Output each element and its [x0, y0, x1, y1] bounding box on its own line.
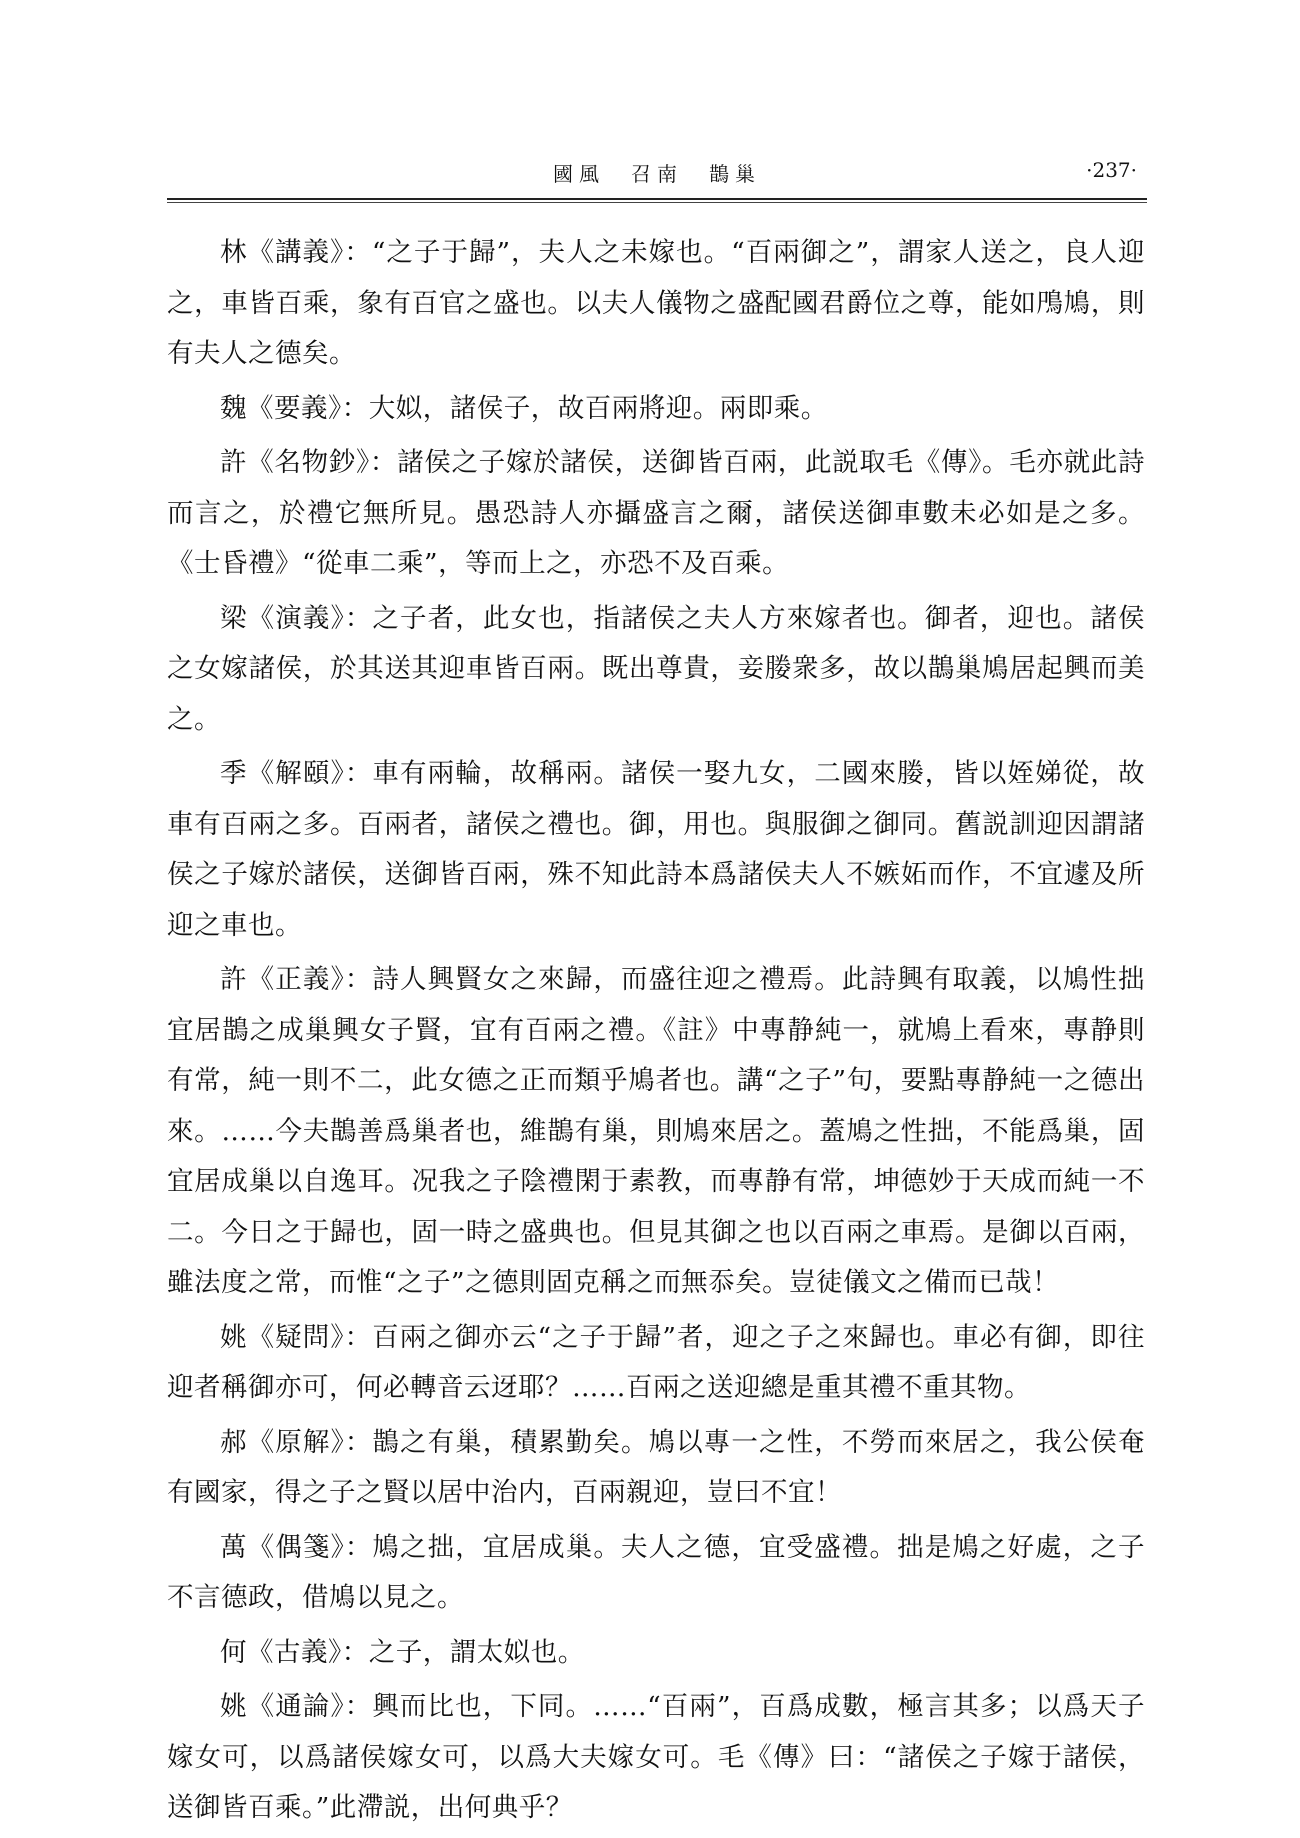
paragraph-xu-mingwuchao: 許《名物鈔》：諸侯之子嫁於諸侯，送御皆百兩，此説取毛《傳》。毛亦就此詩而言之，於禮它無所見。愚恐詩人亦攝盛言之爾，諸侯送御車數未必如是之多。《士昏禮》“從車二乘”，等而上之，亦恐不及百乘。 — [167, 447, 1145, 579]
header-rule-thin — [167, 202, 1147, 203]
paragraph-hao-yuanjie: 郝《原解》：鵲之有巢，積累勤矣。鳩以專一之性，不勞而來居之，我公侯奄有國家，得之子之賢以居中治内，百兩親迎，豈曰不宜！ — [167, 1426, 1145, 1508]
header-rule — [167, 198, 1147, 200]
paragraph-xu-zhengyi: 許《正義》：詩人興賢女之來歸，而盛往迎之禮焉。此詩興有取義，以鳩性拙宜居鵲之成巢興女子賢，宜有百兩之禮。《註》中專静純一，就鳩上看來，專静則有常，純一則不二，此女德之正而類乎鳩者也。講“之子”句，要點專静純一之德出來。……今夫鵲善爲巢者也，維鵲有巢，則鳩來居之。蓋鳩之性拙，不能爲巢，固宜居成巢以自逸耳。况我之子陰禮閑于素教，而專静有常，坤德妙于天成而純一不二。今日之于歸也，固一時之盛典也。但見其御之也以百兩之車焉。是御以百兩，雖法度之常，而惟“之子”之德則固克稱之而無忝矣。豈徒儀文之備而已哉！ — [167, 964, 1145, 1298]
paragraph-wan-oujian: 萬《偶箋》：鳩之拙，宜居成巢。夫人之德，宜受盛禮。拙是鳩之好處，之子不言德政，借鳩以見之。 — [167, 1531, 1145, 1613]
paragraph-lin-jiangyi: 林《講義》：“之子于歸”，夫人之未嫁也。“百兩御之”，謂家人送之，良人迎之，車皆百乘，象有百官之盛也。以夫人儀物之盛配國君爵位之尊，能如鳲鳩，則有夫人之德矣。 — [167, 237, 1145, 369]
paragraph-ji-jieyi: 季《解頤》：車有兩輪，故稱兩。諸侯一娶九女，二國來媵，皆以姪娣從，故車有百兩之多。百兩者，諸侯之禮也。御，用也。與服御之御同。舊説訓迎因謂諸侯之子嫁於諸侯，送御皆百兩，殊不知此詩本爲諸侯夫人不嫉妬而作，不宜遽及所迎之車也。 — [167, 758, 1145, 941]
paragraph-yao-tonglun: 姚《通論》：興而比也，下同。……“百兩”，百爲成數，極言其多；以爲天子嫁女可，以爲諸侯嫁女可，以爲大夫嫁女可。毛《傳》曰：“諸侯之子嫁于諸侯，送御皆百乘。”此滯説，出何典乎？ — [167, 1691, 1145, 1823]
page-number: ·237· — [1086, 158, 1137, 182]
paragraph-yao-yiwen: 姚《疑問》：百兩之御亦云“之子于歸”者，迎之子之來歸也。車必有御，即往迎者稱御亦可，何必轉音云迓耶？……百兩之送迎總是重其禮不重其物。 — [167, 1321, 1145, 1403]
running-header — [167, 158, 1147, 188]
paragraph-he-guyi: 何《古義》：之子，謂太姒也。 — [220, 1636, 585, 1668]
paragraph-wei-yaoyi: 魏《要義》：大姒，諸侯子，故百兩將迎。兩即乘。 — [220, 392, 828, 424]
running-title: 國風 召南 鵲巢 — [553, 162, 761, 186]
page-body — [167, 228, 1145, 1838]
paragraph-liang-yanyi: 梁《演義》：之子者，此女也，指諸侯之夫人方來嫁者也。御者，迎也。諸侯之女嫁諸侯，於其送其迎車皆百兩。既出尊貴，妾媵衆多，故以鵲巢鳩居起興而美之。 — [167, 602, 1145, 735]
